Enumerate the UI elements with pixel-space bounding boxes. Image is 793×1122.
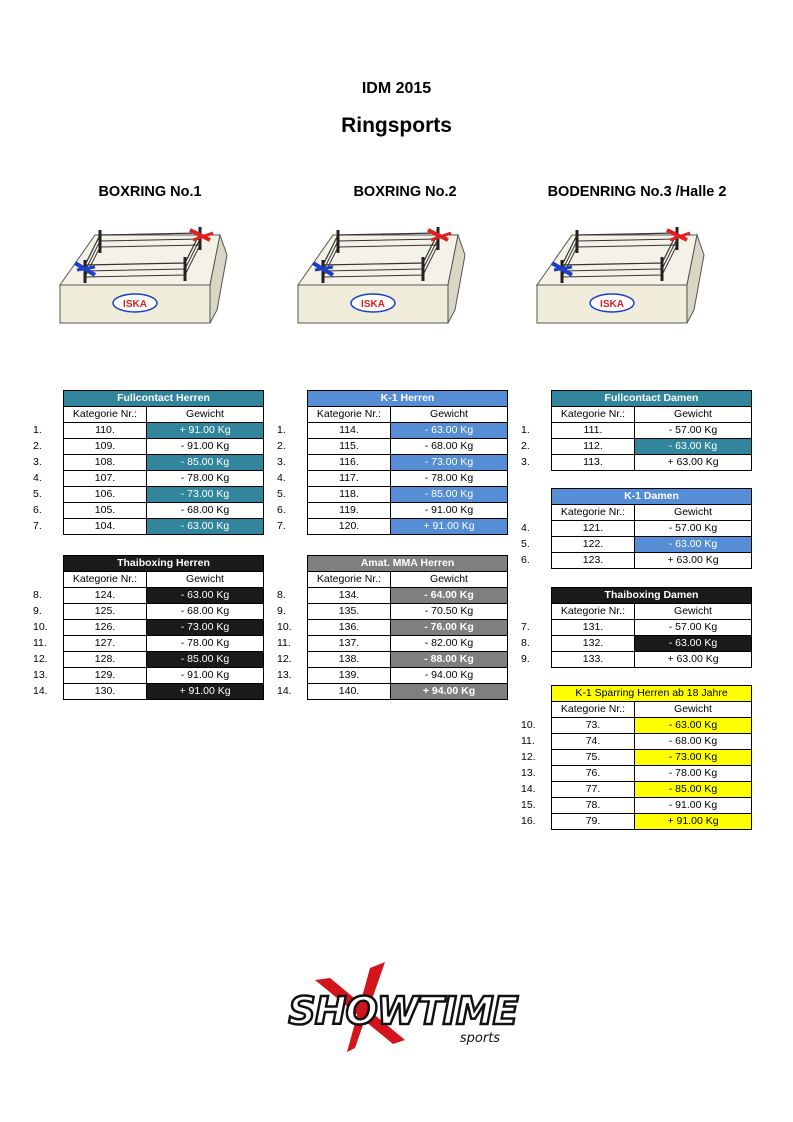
table-row: 1. 110. + 91.00 Kg [32,423,264,439]
table-row: 9. 133. + 63.00 Kg [520,652,752,668]
table-title: Thaiboxing Damen [552,588,752,604]
table-row: 7. 104. - 63.00 Kg [32,519,264,535]
table-row: 4. 121. - 57.00 Kg [520,521,752,537]
table-mma-herren [276,555,508,700]
table-row: 9. 135. - 70.50 Kg [276,604,508,620]
table-row: 3. 108. - 85.00 Kg [32,455,264,471]
col-header-kategorie: Kategorie Nr.: [64,407,147,423]
table-thaiboxing-damen [520,587,752,668]
svg-text:ISKA: ISKA [361,299,385,310]
table-row: 11. 137. - 82.00 Kg [276,636,508,652]
ring-3-title: BODENRING No.3 /Halle 2 [547,184,727,200]
svg-text:ISKA: ISKA [600,299,624,310]
table-k1-damen [520,488,752,569]
table-k1-herren [276,390,508,535]
col-header-gewicht: Gewicht [147,572,264,588]
table-row: 6. 119. - 91.00 Kg [276,503,508,519]
table-row: 1. 111. - 57.00 Kg [520,423,752,439]
table-row: 1. 114. - 63.00 Kg [276,423,508,439]
col-header-kategorie: Kategorie Nr.: [552,702,635,718]
table-row: 5. 118. - 85.00 Kg [276,487,508,503]
table-k1-sparring-herren [520,685,752,830]
table-row: 7. 120. + 91.00 Kg [276,519,508,535]
table-row: 13. 129. - 91.00 Kg [32,668,264,684]
table-row: 12. 138. - 88.00 Kg [276,652,508,668]
table-row: 5. 122. - 63.00 Kg [520,537,752,553]
table-row: 4. 117. - 78.00 Kg [276,471,508,487]
col-header-kategorie: Kategorie Nr.: [64,572,147,588]
col-header-kategorie: Kategorie Nr.: [308,407,391,423]
col-header-kategorie: Kategorie Nr.: [552,505,635,521]
svg-text:sports: sports [459,1031,501,1046]
table-title: K-1 Damen [552,489,752,505]
col-header-gewicht: Gewicht [391,407,508,423]
table-row: 12. 75. - 73.00 Kg [520,750,752,766]
col-header-kategorie: Kategorie Nr.: [552,407,635,423]
table-fullcontact-damen [520,390,752,471]
page-title: IDM 2015 [361,80,432,97]
table-row: 14. 140. + 94.00 Kg [276,684,508,700]
table-row: 2. 109. - 91.00 Kg [32,439,264,455]
table-row: 6. 105. - 68.00 Kg [32,503,264,519]
col-header-kategorie: Kategorie Nr.: [552,604,635,620]
table-row: 8. 134. - 64.00 Kg [276,588,508,604]
table-row: 11. 74. - 68.00 Kg [520,734,752,750]
table-row: 10. 73. - 63.00 Kg [520,718,752,734]
boxing-ring-icon [532,215,707,325]
table-row: 11. 127. - 78.00 Kg [32,636,264,652]
table-title: Amat. MMA Herren [308,556,508,572]
col-header-gewicht: Gewicht [147,407,264,423]
page-subtitle: Ringsports [341,114,452,137]
svg-text:SHOWTIME: SHOWTIME [288,989,518,1033]
table-row: 13. 76. - 78.00 Kg [520,766,752,782]
col-header-gewicht: Gewicht [635,604,752,620]
table-row: 4. 107. - 78.00 Kg [32,471,264,487]
boxing-ring-icon [55,215,230,325]
col-header-gewicht: Gewicht [635,702,752,718]
showtime-logo [275,960,530,1055]
table-row: 14. 77. - 85.00 Kg [520,782,752,798]
table-row: 15. 78. - 91.00 Kg [520,798,752,814]
col-header-gewicht: Gewicht [635,505,752,521]
table-row: 10. 136. - 76.00 Kg [276,620,508,636]
table-row: 6. 123. + 63.00 Kg [520,553,752,569]
table-row: 2. 112. - 63.00 Kg [520,439,752,455]
table-thaiboxing-herren [32,555,264,700]
table-row: 5. 106. - 73.00 Kg [32,487,264,503]
ring-1-title: BOXRING No.1 [98,184,202,200]
table-row: 2. 115. - 68.00 Kg [276,439,508,455]
table-row: 16. 79. + 91.00 Kg [520,814,752,830]
table-row: 14. 130. + 91.00 Kg [32,684,264,700]
svg-text:ISKA: ISKA [123,299,147,310]
table-row: 9. 125. - 68.00 Kg [32,604,264,620]
col-header-gewicht: Gewicht [635,407,752,423]
table-fullcontact-herren [32,390,264,535]
table-row: 3. 116. - 73.00 Kg [276,455,508,471]
table-title: Thaiboxing Herren [64,556,264,572]
table-row: 13. 139. - 94.00 Kg [276,668,508,684]
table-title: K-1 Sparring Herren ab 18 Jahre [552,686,752,702]
table-title: Fullcontact Damen [552,391,752,407]
col-header-kategorie: Kategorie Nr.: [308,572,391,588]
table-row: 7. 131. - 57.00 Kg [520,620,752,636]
table-title: Fullcontact Herren [64,391,264,407]
boxing-ring-icon [293,215,468,325]
table-row: 8. 124. - 63.00 Kg [32,588,264,604]
table-row: 12. 128. - 85.00 Kg [32,652,264,668]
table-title: K-1 Herren [308,391,508,407]
table-row: 8. 132. - 63.00 Kg [520,636,752,652]
col-header-gewicht: Gewicht [391,572,508,588]
ring-2-title: BOXRING No.2 [353,184,457,200]
table-row: 10. 126. - 73.00 Kg [32,620,264,636]
table-row: 3. 113. + 63.00 Kg [520,455,752,471]
